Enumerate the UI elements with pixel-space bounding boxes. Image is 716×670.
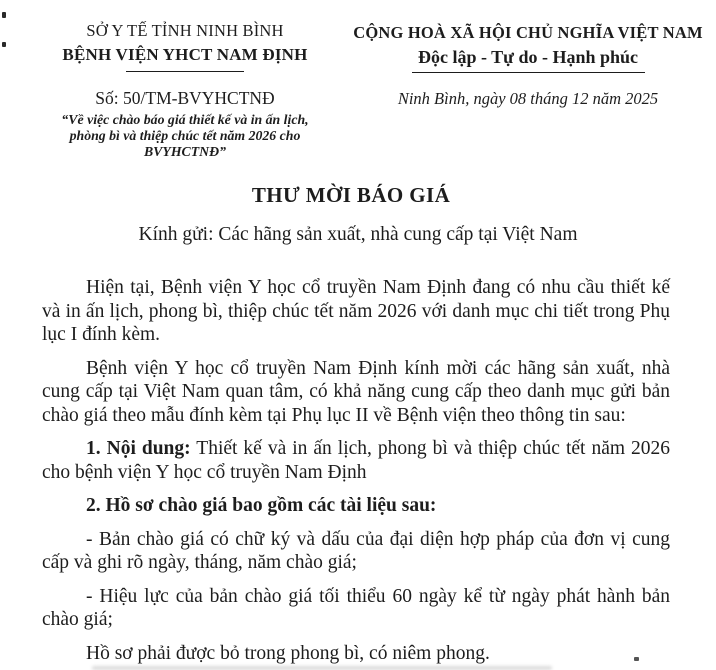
section-1-text: Thiết kế và in ấn lịch, phong bì và thiệp chúc tết năm 2026 cho bệnh viện Y học cổ truyền Nam Định (42, 438, 671, 483)
closing-note: Hồ sơ phải được bỏ trong phong bì, có niêm phong. (86, 642, 490, 664)
date-line: Ninh Bình, ngày 08 tháng 12 năm 2025 (397, 89, 659, 108)
document-subject: “Về việc chào báo giá thiết kế và in ấn lịch, phòng bì và thiệp chúc tết năm 2026 cho BVYHCTNĐ” (61, 112, 309, 159)
hospital-name: BỆNH VIỆN YHCT NAM ĐỊNH (62, 45, 308, 64)
section-2-heading: 2. Hồ sơ chào giá bao gồm các tài liệu sau: (86, 495, 437, 516)
greeting-line: Kính gửi: Các hãng sản xuất, nhà cung cấp tại Việt Nam (138, 224, 578, 245)
paragraph-intro: Hiện tại, Bệnh viện Y học cổ truyền Nam Định đang có nhu cầu thiết kế và in ấn lịch, phong bì, thiệp chúc tết năm 2026 với danh mục chi tiết trong Phụ lục I đính kèm. (42, 277, 670, 345)
section-1 (42, 437, 670, 484)
national-motto-block (352, 22, 704, 109)
section-1-label: 1. Nội dung: (86, 438, 191, 459)
scan-speck-left-bottom (2, 42, 6, 47)
requirement-item-1: - Bản chào giá có chữ ký và dấu của đại diện hợp pháp của đơn vị cung cấp và ghi rõ ngày, tháng, năm chào giá; (42, 528, 670, 573)
scan-speck-bottom-right (634, 657, 639, 661)
issuing-org-block (28, 20, 342, 159)
cutoff-next-line-smudge (92, 666, 552, 670)
document-body (42, 276, 670, 665)
org-underline (126, 71, 244, 72)
department-name: SỞ Y TẾ TỈNH NINH BÌNH (86, 21, 284, 40)
document-number: Số: 50/TM-BVYHCTNĐ (95, 88, 275, 108)
motto-underline (412, 72, 645, 73)
document-title: THƯ MỜI BÁO GIÁ (251, 183, 451, 207)
requirement-item-2: - Hiệu lực của bản chào giá tối thiểu 60 ngày kể từ ngày phát hành bản chào giá; (42, 585, 670, 630)
scan-speck-left-top (2, 12, 6, 18)
paragraph-invitation: Bệnh viện Y học cổ truyền Nam Định kính mời các hãng sản xuất, nhà cung cấp tại Việt Nam quan tâm, có khả năng cung cấp theo danh mục gửi bản chào giá theo mẫu đính kèm tại Phụ lục II về Bệnh viện theo thông tin sau: (42, 357, 670, 426)
national-motto-line1: CỘNG HOÀ XÃ HỘI CHỦ NGHĨA VIỆT NAM (353, 23, 703, 42)
national-motto-line2: Độc lập - Tự do - Hạnh phúc (417, 47, 639, 67)
